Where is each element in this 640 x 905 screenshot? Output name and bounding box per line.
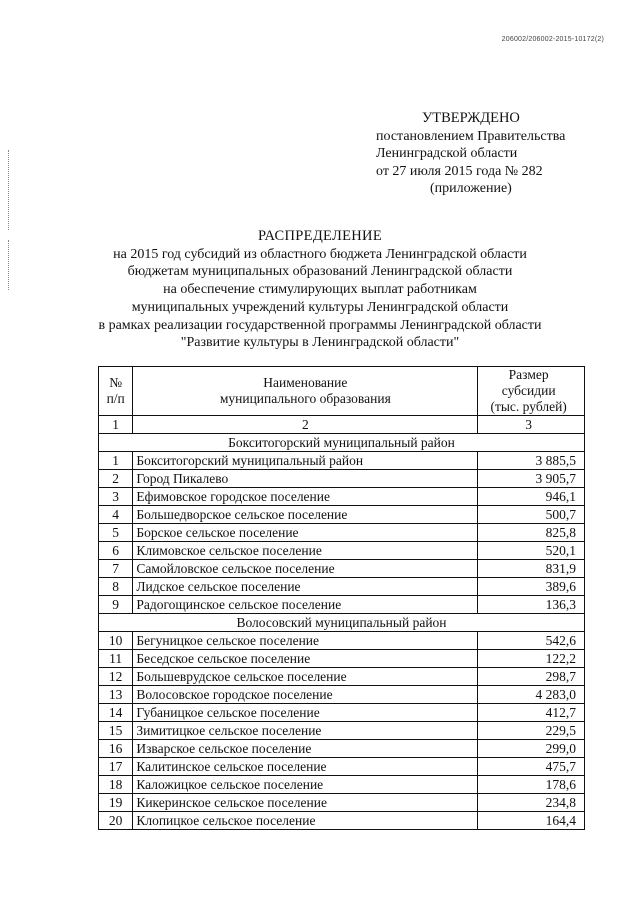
- row-number: 13: [99, 686, 133, 704]
- municipality-name: Каложицкое сельское поселение: [133, 776, 478, 794]
- table-row: [99, 650, 585, 668]
- header-name: [133, 367, 478, 416]
- subsidy-amount: 229,5: [478, 722, 585, 740]
- title-line: на 2015 год субсидий из областного бюджета Ленинградской области: [113, 246, 527, 262]
- document-id: 206002/206002-2015-10172(2): [501, 36, 604, 43]
- header-text: субсидии: [501, 383, 556, 398]
- subsidy-amount: 136,3: [478, 596, 585, 614]
- scan-margin-mark: [8, 150, 9, 230]
- approval-line: от 27 июля 2015 года № 282: [376, 163, 543, 179]
- municipality-name: Зимитицкое сельское поселение: [133, 722, 478, 740]
- title-line: муниципальных учреждений культуры Ленинградской области: [131, 299, 509, 315]
- table-row: [99, 506, 585, 524]
- title-line: на обеспечение стимулирующих выплат работникам: [163, 282, 477, 298]
- row-number: 17: [99, 758, 133, 776]
- row-number: 19: [99, 794, 133, 812]
- row-number: 9: [99, 596, 133, 614]
- table-row: [99, 542, 585, 560]
- header-text: Размер: [508, 367, 549, 382]
- municipality-name: Город Пикалево: [133, 470, 478, 488]
- subsidy-amount: 122,2: [478, 650, 585, 668]
- row-number: 16: [99, 740, 133, 758]
- municipality-name: Бокситогорский муниципальный район: [133, 452, 478, 470]
- municipality-name: Изварское сельское поселение: [133, 740, 478, 758]
- district-row: [99, 614, 585, 632]
- table-row: [99, 740, 585, 758]
- row-number: 20: [99, 812, 133, 830]
- municipality-name: Беседское сельское поселение: [133, 650, 478, 668]
- municipality-name: Губаницкое сельское поселение: [133, 704, 478, 722]
- table-row: [99, 794, 585, 812]
- header-text: (тыс. рублей): [490, 399, 567, 414]
- table-row: [99, 470, 585, 488]
- column-index: 1: [99, 416, 133, 434]
- row-number: 2: [99, 470, 133, 488]
- header-text: п/п: [106, 391, 125, 406]
- table-row: [99, 758, 585, 776]
- header-text: Наименование: [263, 375, 348, 390]
- table-row: [99, 524, 585, 542]
- subsidy-amount: 234,8: [478, 794, 585, 812]
- table-row: [99, 452, 585, 470]
- municipality-name: Борское сельское поселение: [133, 524, 478, 542]
- subsidy-amount: 298,7: [478, 668, 585, 686]
- municipality-name: Кикеринское сельское поселение: [133, 794, 478, 812]
- subsidy-amount: 520,1: [478, 542, 585, 560]
- approval-line: постановлением Правительства: [376, 128, 566, 144]
- subsidy-amount: 946,1: [478, 488, 585, 506]
- title-line: "Развитие культуры в Ленинградской области": [180, 335, 460, 351]
- subsidy-amount: 299,0: [478, 740, 585, 758]
- table-row: [99, 704, 585, 722]
- subsidy-amount: 825,8: [478, 524, 585, 542]
- table-row: [99, 488, 585, 506]
- district-row: [99, 434, 585, 452]
- table-row: [99, 668, 585, 686]
- subsidy-amount: 500,7: [478, 506, 585, 524]
- municipality-name: Бегуницкое сельское поселение: [133, 632, 478, 650]
- header-text: муниципального образования: [219, 391, 391, 406]
- subsidy-amount: 164,4: [478, 812, 585, 830]
- approval-line: Ленинградской области: [376, 146, 518, 161]
- table-header-row: [99, 367, 585, 416]
- approval-line: (приложение): [430, 181, 512, 196]
- title-heading: РАСПРЕДЕЛЕНИЕ: [258, 228, 382, 244]
- municipality-name: Клопицкое сельское поселение: [133, 812, 478, 830]
- header-text: №: [109, 375, 123, 390]
- subsidy-amount: 178,6: [478, 776, 585, 794]
- municipality-name: Ефимовское городское поселение: [133, 488, 478, 506]
- header-no: [99, 367, 133, 416]
- title-line: в рамках реализации государственной программы Ленинградской области: [98, 317, 542, 333]
- district-name: Бокситогорский муниципальный район: [99, 434, 585, 452]
- subsidy-amount: 475,7: [478, 758, 585, 776]
- row-number: 15: [99, 722, 133, 740]
- table-row: [99, 632, 585, 650]
- municipality-name: Климовское сельское поселение: [133, 542, 478, 560]
- subsidy-amount: 389,6: [478, 578, 585, 596]
- table-row: [99, 596, 585, 614]
- table-row: [99, 686, 585, 704]
- subsidy-amount: 412,7: [478, 704, 585, 722]
- row-number: 6: [99, 542, 133, 560]
- row-number: 11: [99, 650, 133, 668]
- municipality-name: Большеврудское сельское поселение: [133, 668, 478, 686]
- approval-stamp: [376, 110, 606, 198]
- municipality-name: Лидское сельское поселение: [133, 578, 478, 596]
- column-index-row: [99, 416, 585, 434]
- municipality-name: Большедворское сельское поселение: [133, 506, 478, 524]
- subsidy-amount: 4 283,0: [478, 686, 585, 704]
- row-number: 18: [99, 776, 133, 794]
- subsidy-amount: 3 885,5: [478, 452, 585, 470]
- municipality-name: Волосовское городское поселение: [133, 686, 478, 704]
- subsidy-amount: 542,6: [478, 632, 585, 650]
- column-index: 3: [478, 416, 585, 434]
- row-number: 5: [99, 524, 133, 542]
- municipality-name: Радогощинское сельское поселение: [133, 596, 478, 614]
- column-index: 2: [133, 416, 478, 434]
- row-number: 10: [99, 632, 133, 650]
- document-title: [0, 228, 640, 352]
- row-number: 8: [99, 578, 133, 596]
- approval-heading: УТВЕРЖДЕНО: [422, 110, 520, 126]
- subsidy-table-body: [99, 367, 585, 830]
- table-row: [99, 560, 585, 578]
- table-row: [99, 722, 585, 740]
- row-number: 7: [99, 560, 133, 578]
- row-number: 3: [99, 488, 133, 506]
- district-name: Волосовский муниципальный район: [99, 614, 585, 632]
- table-row: [99, 812, 585, 830]
- table-row: [99, 776, 585, 794]
- subsidy-amount: 3 905,7: [478, 470, 585, 488]
- row-number: 4: [99, 506, 133, 524]
- subsidy-table: [98, 366, 585, 830]
- title-line: бюджетам муниципальных образований Ленинградской области: [127, 264, 513, 280]
- row-number: 1: [99, 452, 133, 470]
- municipality-name: Калитинское сельское поселение: [133, 758, 478, 776]
- header-sum: [478, 367, 585, 416]
- row-number: 12: [99, 668, 133, 686]
- row-number: 14: [99, 704, 133, 722]
- table-row: [99, 578, 585, 596]
- municipality-name: Самойловское сельское поселение: [133, 560, 478, 578]
- subsidy-amount: 831,9: [478, 560, 585, 578]
